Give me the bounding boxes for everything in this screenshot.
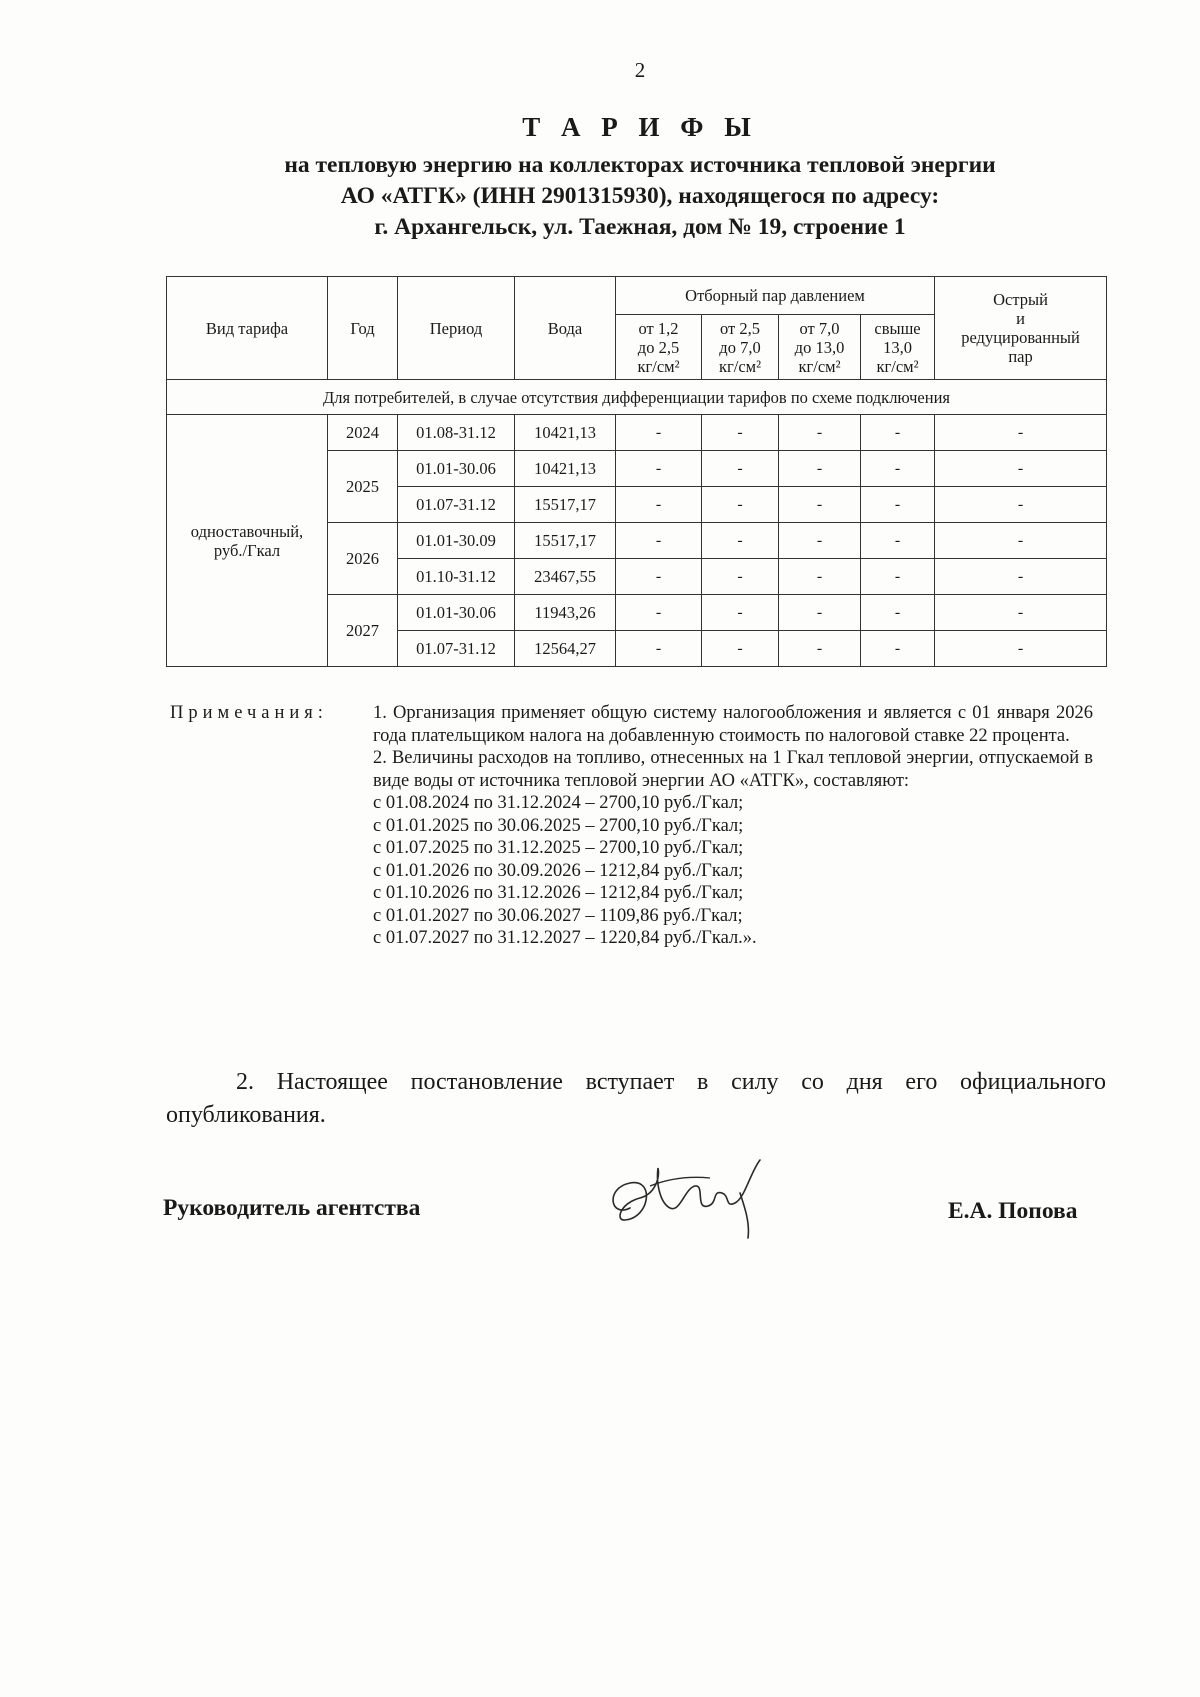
header-year: Год bbox=[328, 277, 398, 380]
dash-cell: - bbox=[935, 451, 1107, 487]
period-cell: 01.10-31.12 bbox=[398, 559, 515, 595]
water-cell: 10421,13 bbox=[515, 451, 616, 487]
section-2-paragraph bbox=[166, 1066, 1106, 1132]
dash-cell: - bbox=[861, 415, 935, 451]
note-2: 2. Величины расходов на топливо, отнесенных на 1 Гкал тепловой энергии, отпускаемой в виде воды от источника тепловой энергии АО «АТГК», составляют: bbox=[373, 748, 1093, 791]
period-cell: 01.08-31.12 bbox=[398, 415, 515, 451]
dash-cell: - bbox=[702, 487, 779, 523]
document-subtitle bbox=[170, 150, 1110, 243]
fuel-line: с 01.10.2026 по 31.12.2026 – 1212,84 руб./Гкал; bbox=[373, 883, 744, 903]
dash-cell: - bbox=[616, 487, 702, 523]
header-sharp-steam bbox=[935, 277, 1107, 380]
notes-body bbox=[373, 702, 1093, 950]
dash-cell: - bbox=[702, 631, 779, 667]
tariff-table bbox=[166, 276, 1107, 667]
water-cell: 15517,17 bbox=[515, 487, 616, 523]
header-sharp-line: пар bbox=[1008, 347, 1033, 366]
dash-cell: - bbox=[935, 487, 1107, 523]
tariff-type-cell: одноставочный, руб./Гкал bbox=[167, 415, 328, 667]
period-cell: 01.01-30.06 bbox=[398, 595, 515, 631]
dash-cell: - bbox=[861, 559, 935, 595]
dash-cell: - bbox=[702, 595, 779, 631]
fuel-line: с 01.07.2027 по 31.12.2027 – 1220,84 руб./Гкал.». bbox=[373, 928, 757, 948]
dash-cell: - bbox=[616, 451, 702, 487]
document-title: Т А Р И Ф Ы bbox=[522, 112, 758, 142]
year-cell: 2027 bbox=[328, 595, 398, 667]
subtitle-line: г. Архангельск, ул. Таежная, дом № 19, строение 1 bbox=[374, 214, 906, 240]
signatory-role: Руководитель агентства bbox=[163, 1195, 421, 1221]
water-cell: 23467,55 bbox=[515, 559, 616, 595]
year-cell: 2026 bbox=[328, 523, 398, 595]
dash-cell: - bbox=[616, 415, 702, 451]
dash-cell: - bbox=[861, 523, 935, 559]
water-cell: 11943,26 bbox=[515, 595, 616, 631]
dash-cell: - bbox=[935, 415, 1107, 451]
dash-cell: - bbox=[935, 523, 1107, 559]
dash-cell: - bbox=[861, 631, 935, 667]
dash-cell: - bbox=[779, 631, 861, 667]
header-steam-col: от 2,5 до 7,0 кг/см² bbox=[702, 315, 779, 380]
dash-cell: - bbox=[779, 595, 861, 631]
dash-cell: - bbox=[935, 595, 1107, 631]
fuel-line: с 01.01.2025 по 30.06.2025 – 2700,10 руб./Гкал; bbox=[373, 815, 744, 836]
header-steam-col: от 7,0 до 13,0 кг/см² bbox=[779, 315, 861, 380]
header-steam-group: Отборный пар давлением bbox=[616, 277, 935, 315]
dash-cell: - bbox=[779, 487, 861, 523]
note-1: 1. Организация применяет общую систему налогообложения и является с 01 января 2026 года плательщиком налога на добавленную стоимость по налоговой ставке 22 процента. bbox=[373, 703, 1093, 746]
section-label: Для потребителей, в случае отсутствия дифференциации тарифов по схеме подключения bbox=[167, 380, 1107, 415]
dash-cell: - bbox=[861, 595, 935, 631]
water-cell: 10421,13 bbox=[515, 415, 616, 451]
header-steam-col: от 1,2 до 2,5 кг/см² bbox=[616, 315, 702, 380]
subtitle-line: на тепловую энергию на коллекторах источника тепловой энергии bbox=[284, 152, 996, 178]
header-tariff-type: Вид тарифа bbox=[167, 277, 328, 380]
dash-cell: - bbox=[616, 631, 702, 667]
header-sharp-line: редуцированный bbox=[961, 328, 1080, 347]
fuel-line: с 01.01.2026 по 30.09.2026 – 1212,84 руб./Гкал; bbox=[373, 860, 744, 881]
fuel-line: с 01.08.2024 по 31.12.2024 – 2700,10 руб./Гкал; bbox=[373, 793, 744, 813]
dash-cell: - bbox=[616, 523, 702, 559]
table-row bbox=[167, 415, 1107, 451]
dash-cell: - bbox=[702, 415, 779, 451]
year-cell: 2024 bbox=[328, 415, 398, 451]
header-sharp-line: Острый bbox=[993, 290, 1048, 309]
dash-cell: - bbox=[935, 631, 1107, 667]
page-number: 2 bbox=[634, 58, 646, 82]
period-cell: 01.07-31.12 bbox=[398, 487, 515, 523]
dash-cell: - bbox=[616, 595, 702, 631]
dash-cell: - bbox=[935, 559, 1107, 595]
fuel-line: с 01.07.2025 по 31.12.2025 – 2700,10 руб./Гкал; bbox=[373, 838, 744, 858]
handwritten-signature bbox=[600, 1148, 775, 1243]
period-cell: 01.01-30.09 bbox=[398, 523, 515, 559]
subtitle-line: АО «АТГК» (ИНН 2901315930), находящегося по адресу: bbox=[340, 183, 940, 209]
dash-cell: - bbox=[861, 487, 935, 523]
dash-cell: - bbox=[702, 559, 779, 595]
dash-cell: - bbox=[779, 415, 861, 451]
year-cell: 2025 bbox=[328, 451, 398, 523]
dash-cell: - bbox=[861, 451, 935, 487]
header-steam-col: свыше 13,0 кг/см² bbox=[861, 315, 935, 380]
dash-cell: - bbox=[779, 451, 861, 487]
notes-label: Примечания: bbox=[170, 703, 328, 723]
header-period: Период bbox=[398, 277, 515, 380]
dash-cell: - bbox=[616, 559, 702, 595]
dash-cell: - bbox=[702, 451, 779, 487]
section-2-text: 2. Настоящее постановление вступает в силу со дня его официального опубликования. bbox=[166, 1069, 1106, 1128]
header-sharp-line: и bbox=[1016, 309, 1025, 328]
header-water: Вода bbox=[515, 277, 616, 380]
water-cell: 12564,27 bbox=[515, 631, 616, 667]
dash-cell: - bbox=[702, 523, 779, 559]
dash-cell: - bbox=[779, 523, 861, 559]
signatory-name: Е.А. Попова bbox=[948, 1198, 1078, 1224]
period-cell: 01.07-31.12 bbox=[398, 631, 515, 667]
period-cell: 01.01-30.06 bbox=[398, 451, 515, 487]
dash-cell: - bbox=[779, 559, 861, 595]
water-cell: 15517,17 bbox=[515, 523, 616, 559]
fuel-line: с 01.01.2027 по 30.06.2027 – 1109,86 руб./Гкал; bbox=[373, 905, 743, 926]
